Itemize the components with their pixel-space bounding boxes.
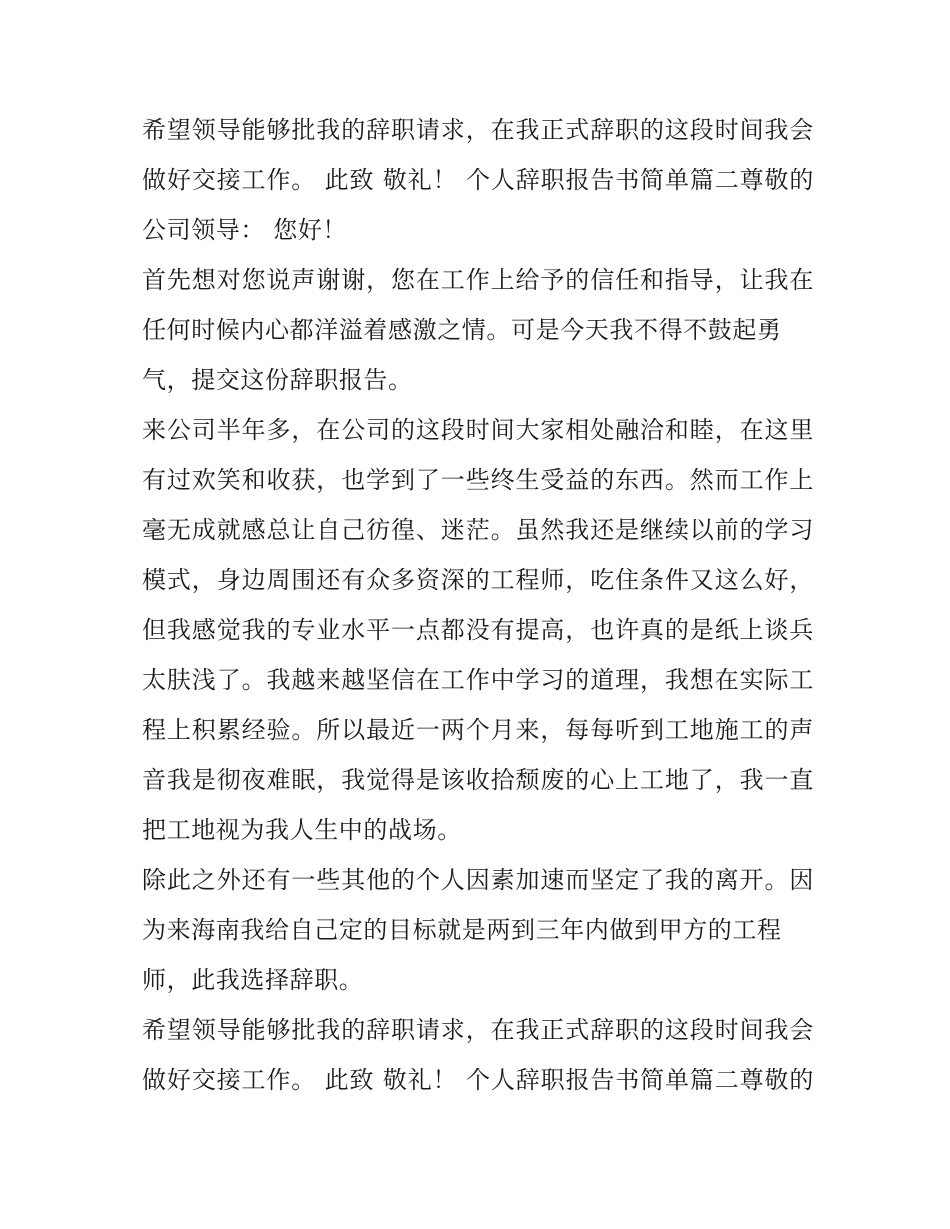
text-line: 除此之外还有一些其他的个人因素加速而坚定了我的离开。因 — [142, 866, 814, 894]
text-line: 来公司半年多，在公司的这段时间大家相处融洽和睦，在这里 — [142, 416, 814, 444]
paragraph-5 — [142, 1005, 814, 1105]
document-body — [142, 105, 814, 1105]
text-line: 但我感觉我的专业水平一点都没有提高，也许真的是纸上谈兵 — [142, 616, 814, 644]
text-line: 首先想对您说声谢谢，您在工作上给予的信任和指导，让我在 — [142, 266, 814, 294]
text-line: 气，提交这份辞职报告。 — [142, 366, 413, 394]
text-line: 任何时候内心都洋溢着感激之情。可是今天我不得不鼓起勇 — [142, 316, 782, 344]
paragraph-4 — [142, 855, 814, 1005]
paragraph-1 — [142, 105, 814, 255]
text-line: 希望领导能够批我的辞职请求，在我正式辞职的这段时间我会 — [142, 1016, 814, 1044]
text-line: 音我是彻夜难眠，我觉得是该收拾颓废的心上工地了，我一直 — [142, 766, 814, 794]
text-line: 做好交接工作。 此致 敬礼！ 个人辞职报告书简单篇二尊敬的 — [142, 1066, 814, 1094]
paragraph-3 — [142, 405, 814, 855]
text-line: 把工地视为我人生中的战场。 — [142, 816, 462, 844]
text-line: 师，此我选择辞职。 — [142, 966, 364, 994]
paragraph-2 — [142, 255, 814, 405]
text-line: 程上积累经验。所以最近一两个月来，每每听到工地施工的声 — [142, 716, 814, 744]
text-line: 公司领导： 您好！ — [142, 216, 348, 244]
text-line: 有过欢笑和收获，也学到了一些终生受益的东西。然而工作上 — [142, 466, 814, 494]
text-line: 模式，身边周围还有众多资深的工程师，吃住条件又这么好， — [142, 566, 814, 594]
text-line: 做好交接工作。 此致 敬礼！ 个人辞职报告书简单篇二尊敬的 — [142, 166, 814, 194]
text-line: 太肤浅了。我越来越坚信在工作中学习的道理，我想在实际工 — [142, 666, 814, 694]
text-line: 毫无成就感总让自己彷徨、迷茫。虽然我还是继续以前的学习 — [142, 516, 814, 544]
text-line: 希望领导能够批我的辞职请求，在我正式辞职的这段时间我会 — [142, 116, 814, 144]
text-line: 为来海南我给自己定的目标就是两到三年内做到甲方的工程 — [142, 916, 782, 944]
